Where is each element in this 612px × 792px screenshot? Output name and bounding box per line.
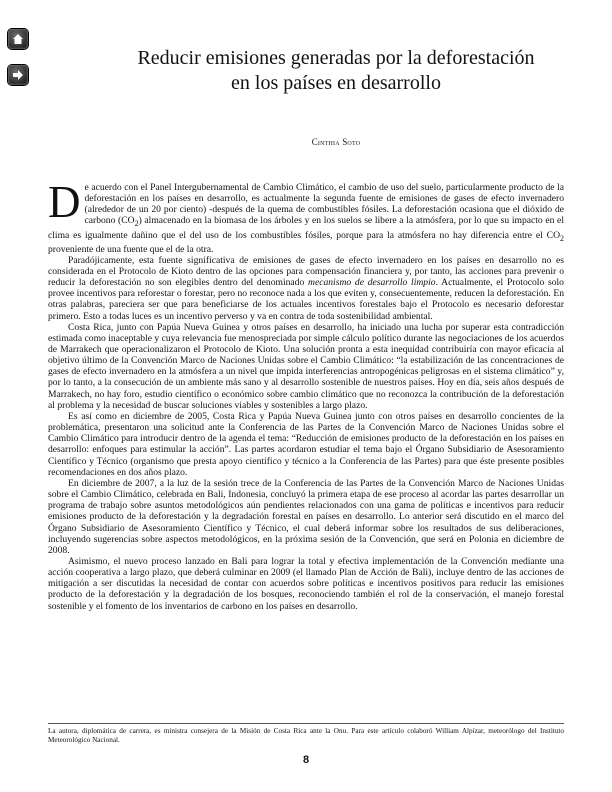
drop-cap: D	[48, 177, 81, 227]
article-body	[48, 177, 564, 612]
paragraph-4: Es así como en diciembre de 2005, Costa Rica y Papúa Nueva Guinea junto con otros países en desarrollo concientes de la problemática, presentaron una solicitud ante la Conferencia de las Partes de la Convención Marco de Naciones Unidas sobre el Cambio Climático para introducir dentro de la agenda el tema: “Reducción de emisiones producto de la deforestación en los países en desarrollo: enfoques para estimular la acción”. Las partes acordaron estudiar el tema bajo el Órgano Subsidiario de Asesoramiento Científico y Técnico (organismo que presta apoyo científico y técnico a la Conferencia de las Partes) para que éste presente posibles recomendaciones en dos años plazo.	[48, 410, 564, 478]
paragraph-2: Paradójicamente, esta fuente significativa de emisiones de gases de efecto invernadero en los países en desarrollo no es considerada en el Protocolo de Kioto dentro de las opciones para compensación financiera y, por tanto, las acciones para prevenir o reducir la deforestación no son elegibles dentro del denominado mecanismo de desarrollo limpio. Actualmente, el Protocolo solo provee incentivos para reforestar o forestar, pero no reconoce nada a los que eviten y, consecuentemente, reducen la deforestación. En otras palabras, pareciera ser que para beneficiarse de los actuales incentivos forestales bajo el Protocolo es necesario deforestar primero. Esto a todas luces es un incentivo perverso y va en contra de toda sostenibilidad ambiental.	[48, 254, 564, 322]
title-line-1: Reducir emisiones generadas por la deforestación	[137, 47, 535, 69]
footnote-divider	[48, 723, 564, 724]
footnote: La autora, diplomática de carrera, es ministra consejera de la Misión de Costa Rica ante la Onu. Para este artículo colaboró William Alpízar, meteorólogo del Instituto Meteorológico Nacional.	[48, 727, 564, 744]
title-line-2: en los países en desarrollo	[231, 72, 441, 94]
article-title	[60, 46, 612, 96]
page-number: 8	[302, 754, 310, 766]
paragraph-5: En diciembre de 2007, a la luz de la sesión trece de la Conferencia de las Partes de la Convención Marco de Naciones Unidas sobre el Cambio Climático, celebrada en Bali, Indonesia, concluyó la primera etapa de ese proceso al acordar las partes desarrollar un programa de trabajo sobre asuntos metodológicos aún pendientes relacionados con una gama de políticas e incentivos para reducir emisiones producto de la deforestación y la degradación forestal en países en desarrollo. Lo anterior será discutido en el marco del Órgano Subsidiario de Asesoramiento Científico y Técnico, el cual deberá informar sobre los resultados de sus deliberaciones, incluyendo sugerencias sobre aspectos metodológicos, en la próxima sesión de la Convención, que será en Polonia en diciembre de 2008.	[48, 477, 564, 556]
paragraph-3: Costa Rica, junto con Papúa Nueva Guinea y otros países en desarrollo, ha iniciado una lucha por superar esta contradicción estimada como inaceptable y cuya relevancia fue menospreciada por simple cálculo político durante las negociaciones de los acuerdos de Marrakech que operacionalizaron el Protocolo de Kioto. Una solución pronta a esta inequidad contribuiría con mayor eficacia al objetivo último de la Convención Marco de Naciones Unidas sobre el Cambio Climático: “la estabilización de las concentraciones de gases de efecto invernadero en la atmósfera a un nivel que impida interferencias antropogénicas peligrosas en el sistema climático” y, por lo tanto, a la consecución de un ambiente más sano y al desarrollo sostenible de nuestros países. Hoy en día, seis años después de Marrakech, no hay foro, estudio científico o económico sobre cambio climático que no reconozca la contribución de la deforestación al problema y la necesidad de buscar soluciones viables y sostenibles a largo plazo.	[48, 321, 564, 411]
arrow-right-icon	[11, 68, 25, 82]
author-name: Cinthia Soto	[311, 137, 361, 147]
home-icon	[11, 32, 25, 46]
paragraph-1: De acuerdo con el Panel Intergubernamental de Cambio Climático, el cambio de uso del suelo, particularmente producto de la deforestación en los países en desarrollo, es actualmente la segunda fuente de emisiones de gases de efecto invernadero (alrededor de un 20 por ciento) -después de la quema de combustibles fósiles. La deforestación ocasiona que el dióxido de carbono $(CO_2)$ almacenado en la biomasa de los árboles y en los suelos se libere a la atmósfera, por lo que su impacto en el clima es igualmente dañino que el del uso de los combustibles fósiles, porque para la atmósfera no hay diferencia entre el $CO_2$ proveniente de una fuente que el de la otra.	[48, 177, 564, 255]
next-page-button[interactable]	[8, 65, 28, 85]
home-button[interactable]	[8, 29, 28, 49]
paragraph-6: Asimismo, el nuevo proceso lanzado en Bali para lograr la total y efectiva implementación de la Convención mediante una acción cooperativa a largo plazo, que deberá culminar en 2009 (el llamado Plan de Acción de Bali), incluye dentro de las acciones de mitigación a ser discutidas la necesidad de contar con acuerdos sobre políticas e incentivos positivos para reducir las emisiones producto de la deforestación y la degradación de los bosques, reconociendo también el rol de la conservación, el manejo forestal sostenible y el fomento de los inventarios de carbono en los países en desarrollo.	[48, 555, 564, 612]
